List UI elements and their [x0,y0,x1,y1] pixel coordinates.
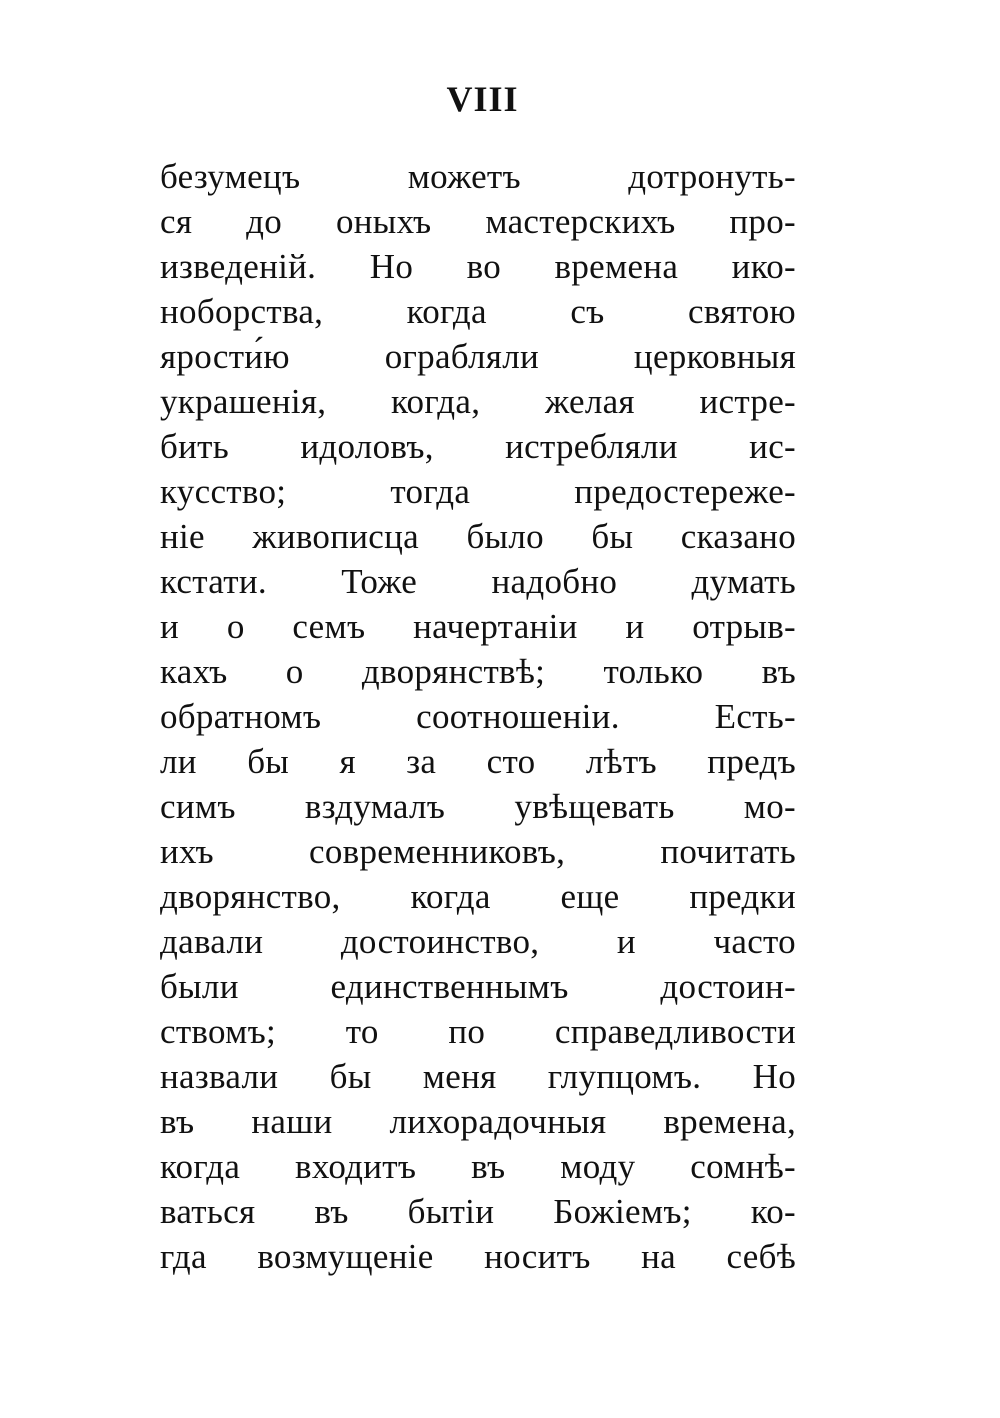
text-line: давали достоинство, и часто [160,922,796,961]
text-line: ствомъ; то по справедливости [160,1012,796,1051]
text-line: кусство; тогда предостереже- [160,472,796,511]
text-line: ноборства, когда съ святою [160,292,796,331]
text-line: безумецъ можетъ дотронуть- [160,157,796,196]
text-line: когда входитъ въ моду сомнѣ- [160,1147,796,1186]
page-number: VIII [446,79,519,119]
text-line: ніе живописца было бы сказано [160,517,796,556]
body-text [160,154,796,1279]
text-line: въ наши лихорадочныя времена, [160,1102,796,1141]
text-line: ярости́ю ограбляли церковныя [160,337,796,376]
text-line: кахъ о дворянствѣ; только въ [160,652,796,691]
text-line: были единственнымъ достоин- [160,967,796,1006]
text-line: ся до оныхъ мастерскихъ про- [160,202,796,241]
text-line: ли бы я за сто лѣтъ предъ [160,742,796,781]
text-line: обратномъ соотношеніи. Есть- [160,697,796,736]
text-line: гда возмущеніе носитъ на себѣ [160,1237,796,1276]
text-line: украшенія, когда, желая истре- [160,382,796,421]
text-line: дворянство, когда еще предки [160,877,796,916]
text-line: ихъ современниковъ, почитать [160,832,796,871]
text-line: кстати. Тоже надобно думать [160,562,796,601]
text-line: симъ вздумалъ увѣщевать мо- [160,787,796,826]
text-line: и о семъ начертаніи и отрыв- [160,607,796,646]
text-line: ваться въ бытіи Божіемъ; ко- [160,1192,796,1231]
text-line: бить идоловъ, истребляли ис- [160,427,796,466]
text-line: назвали бы меня глупцомъ. Но [160,1057,796,1096]
text-line: изведеній. Но во времена ико- [160,247,796,286]
